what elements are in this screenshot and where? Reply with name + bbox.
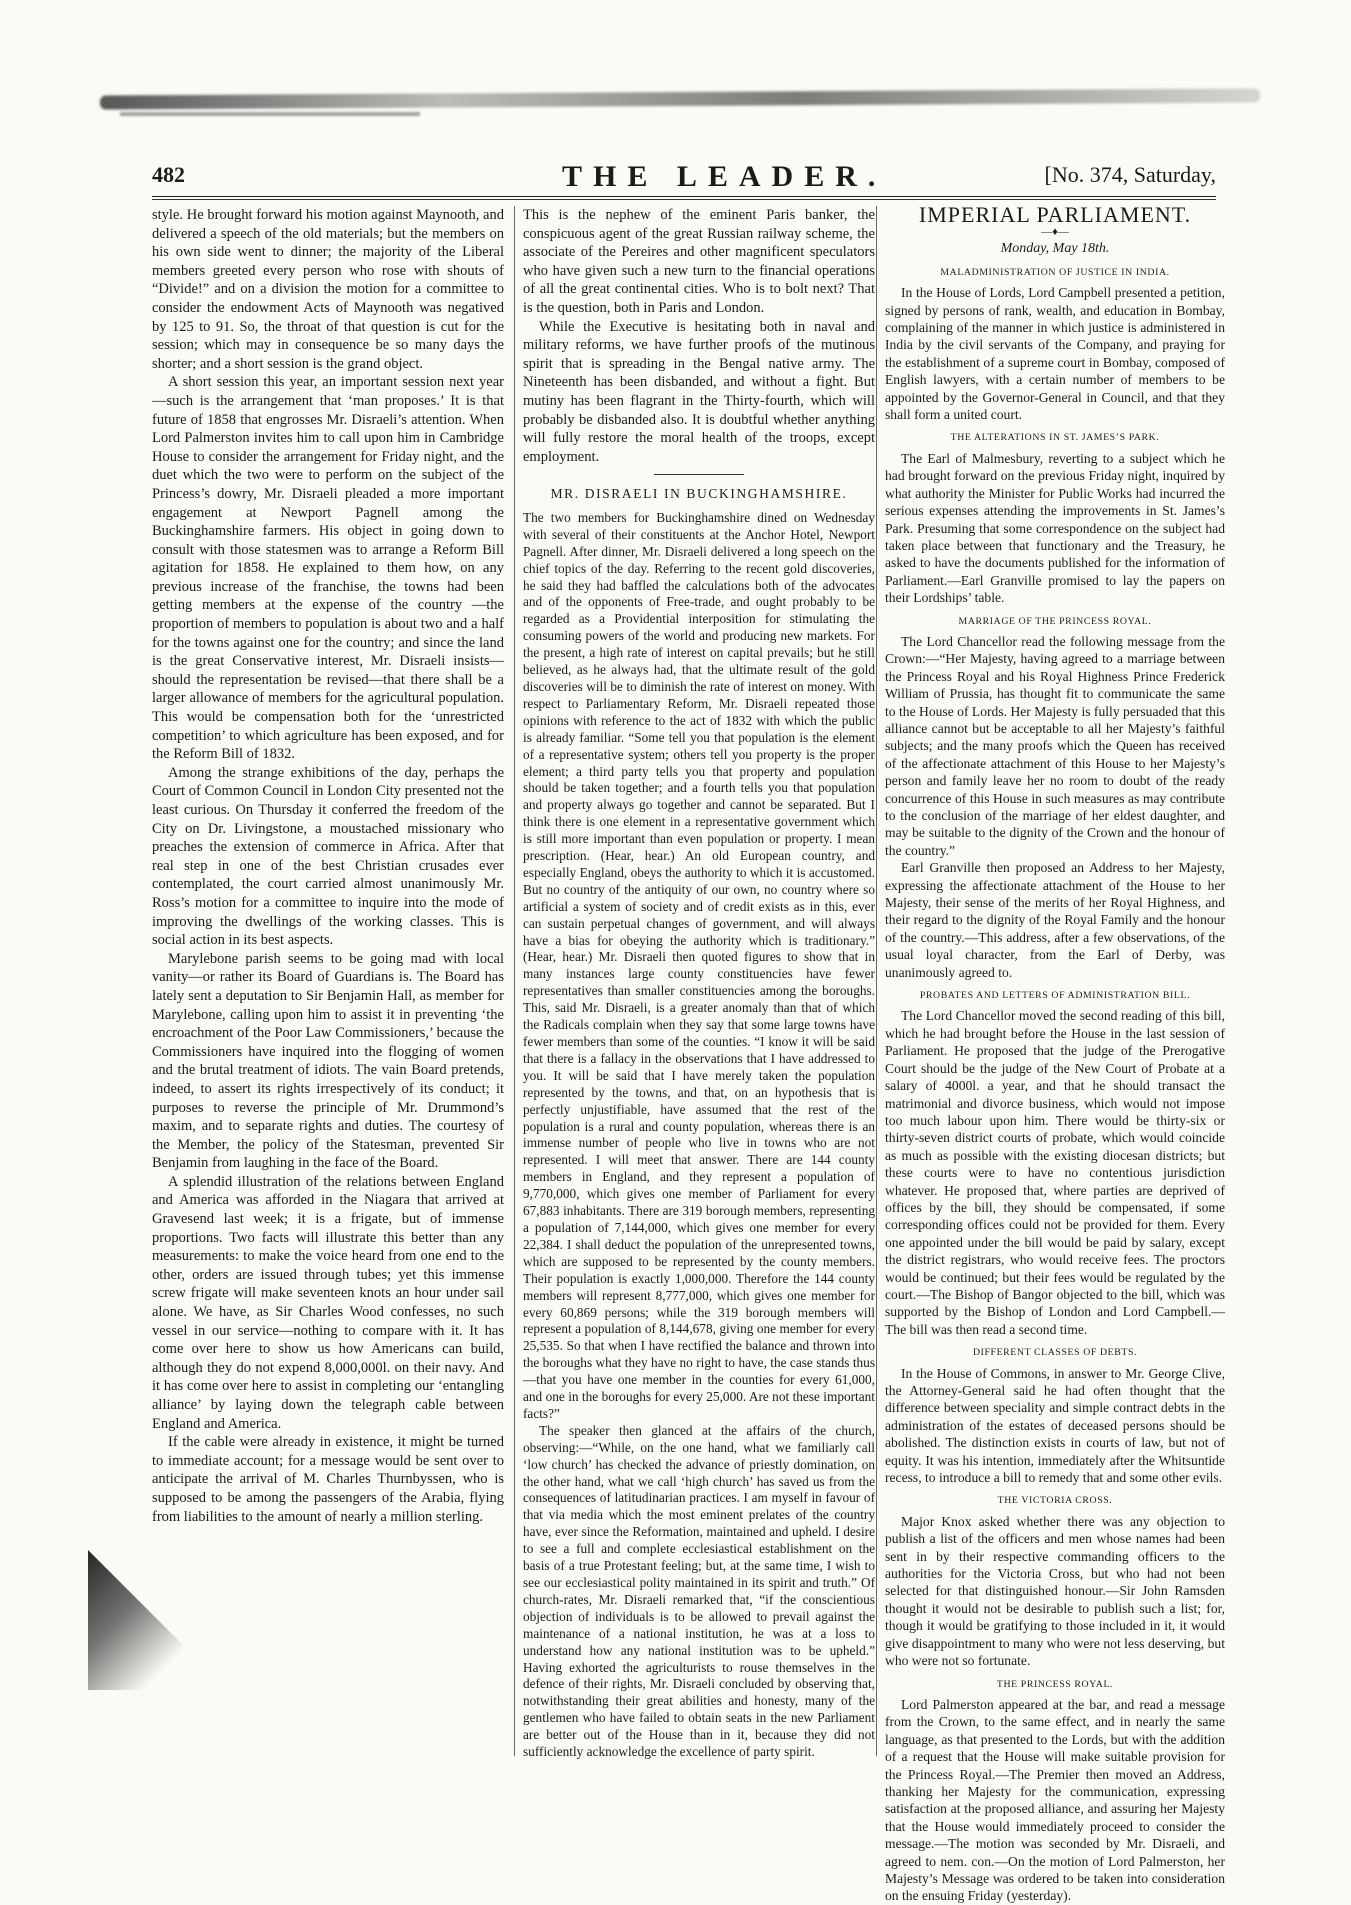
masthead: THE LEADER. [562,160,887,193]
paragraph: While the Executive is hesitating both in naval and military reforms, we have further proofs of the mutinous spirit that is spreading in the Bengal native army. The Nineteenth has been disbanded, and without a fight. But mutiny has been flagrant in the Thirty-fourth, which will probably be disbanded also. It is doubtful whether anything will fully restore the moral health of the troops, except employment. [523,318,875,465]
column-1 [152,206,504,1526]
paragraph: Major Knox asked whether there was any objection to publish a list of the officers and men whose names had been sent in by their respective commanding officers to the authorities for the Victoria Cross, but who had not been selected for that distinguished honour.—Sir John Ramsden thought it would not be desirable to publish such a list; for, though it would be gratifying to those included in it, it would give disappointment to many who were not less deserving, but who were not so fortunate. [885,1513,1225,1669]
column-2 [514,206,875,1760]
paragraph: Lord Palmerston appeared at the bar, and read a message from the Crown, to the same effect, and in nearly the same language, as that presented to the Lords, but with the addition of a request that the House will make suitable provision for the Princess Royal.—The Premier then moved an Address, thanking her Majesty for the communication, expressing satisfaction at the proposed alliance, and assuring her Majesty that the House would immediately proceed to consider the message.—The motion was seconded by Mr. Disraeli, and agreed to nem. con.—On the motion of Lord Palmerston, her Majesty’s Message was ordered to be taken into consideration on the ensuing Friday (yesterday). [885,1696,1225,1904]
paragraph: A short session this year, an important session next year—such is the arrangement that ‘man proposes.’ It is that future of 1858 that engrosses Mr. Disraeli’s attention. When Lord Palmerston invites him to call upon him in Cambridge House to consider the arrangement for Friday night, and the duet which the two were to perform on the subject of the Princess’s dowry, Mr. Disraeli pleaded a more important engagement at Newport Pagnell among the Buckinghamshire farmers. His object in going down to consult with those statesmen was to arrange a Reform Bill agitation for 1858. He explained to them how, on any previous increase of the franchise, the towns had been getting members at the expense of the country —the proportion of members to population is about two and a half for the towns against one for the country; and since the land is the great Conservative interest, Mr. Disraeli insists—should the representation be revised—that there shall be a larger allowance of members for the agricultural population. This would be compensation both for the ‘unrestricted competition’ to which agriculture has been exposed, and for the Reform Bill of 1832. [152,374,504,763]
divider [654,474,744,475]
subhead: MALADMINISTRATION OF JUSTICE IN INDIA. [940,266,1170,278]
ornament: —♦— [1041,226,1069,239]
paragraph: The Earl of Malmesbury, reverting to a subject which he had brought forward on the previous Friday night, inquired by what authority the Minister for Public Works had incurred the serious expenses attending the improvements in St. James’s Park. Presuming that some correspondence on the subject had taken place between that functionary and the Treasury, he asked to have the documents published for the information of Parliament.—Earl Granville promised to lay the papers on their Lordships’ table. [885,450,1225,606]
paragraph: The Lord Chancellor read the following message from the Crown:—“Her Majesty, having agreed to a marriage between the Princess Royal and his Royal Highness Prince Frederick William of Prussia, has thought fit to communicate the same to the House of Lords. Her Majesty is fully persuaded that this alliance cannot but be acceptable to all her Majesty’s faithful subjects; and the many proofs which the Queen has received of the affectionate attachment of this House to her Majesty’s person and family leave her no room to doubt of the ready concurrence of this House in such measures as may contribute to the conclusion of the marriage of her eldest daughter, and may be suitable to the dignity of the Crown and the honour of the country.” [885,633,1225,858]
paragraph: The two members for Buckinghamshire dined on Wednesday with several of their constituents at the Anchor Hotel, Newport Pagnell. After dinner, Mr. Disraeli delivered a long speech on the chief topics of the day. Referring to the recent gold discoveries, he said they had baffled the calculations both of the advocates and of the opponents of Free-trade, and ought probably to be regarded as a Providential interposition for stimulating the consuming powers of the world and producing new markets. For the present, a high rate of interest on capital prevails; but he still believed, as he always had, that the ultimate result of the gold discoveries will be to diminish the rate of interest on money. With respect to Parliamentary Reform, Mr. Disraeli repeated those opinions with reference to the act of 1832 with which the public is already familiar. “Some tell you that population is the element of a representative system; others tell you property is the proper element; a third party tells you that property and population should be taken together; and a fourth tells you that population and property always go together and cannot be separated. But I think there is one element in a representative government which is still more important than even population or property. I mean prescription. (Hear, hear.) An old European country, and especially England, obeys the authority to which it is accustomed. But no country of the antiquity of our own, no country where so artificial a system of society and of credit exists as in this, ever can sustain perpetual changes of government, and will always have a bias for obeying the authority which is traditionary.” (Hear, hear.) Mr. Disraeli then quoted figures to show that in many instances large county constituencies have fewer representatives than smaller constituencies among the boroughs. This, said Mr. Disraeli, is a greater anomaly than that of which the Radicals complain when they say that some large towns have fewer members than some of the counties. “I know it will be said that there is a fallacy in the observations that I have addressed to you. It will be said that I have merely taken the population represented by the towns, and that, on an hypothesis that is perfectly unjustifiable, have assumed that the rest of the population is a rural and county population, whereas there is an immense number of people who live in towns who are not represented. I will meet that answer. There are 144 county members in England, and they represent a population of 9,770,000, which gives one member of Parliament for every 67,883 inhabitants. There are 319 borough members, representing a population of 7,144,000, which gives one member for every 22,384. I shall deduct the population of the unrepresented towns, which are supposed to be represented by the county members. Their population is exactly 1,000,000. Therefore the 144 county members will represent 8,777,000, which gives one member for every 60,869 persons; while the 319 borough members will represent a population of 8,144,678, giving one member for every 25,535. So that when I have rectified the balance and thrown into the boroughs what they have no right to have, the case stands thus—that you have one member in the counties for every 61,000, and one in the boroughs for every 25,000. Are not these important facts?” [523,509,875,1421]
page-number: 482 [152,162,185,187]
paragraph: Earl Granville then proposed an Address to her Majesty, expressing the affectionate attachment of the House to her Majesty, their sense of the merits of her Royal Highness, and their regard to the dignity of the Royal Family and the honour of the country.—This address, after a few observations, of the usual loyal character, from the Earl of Derby, was unanimously agreed to. [885,860,1225,980]
scan-smudge-2 [120,112,420,116]
scan-corner-shadow [88,1550,228,1690]
paragraph: If the cable were already in existence, it might be turned to immediate account; for a message would be sent over to anticipate the arrival of M. Charles Thurnbyssen, who is supposed to be among the passengers of the Arabia, flying from liabilities to the amount of nearly a million sterling. [152,1434,504,1525]
paragraph: This is the nephew of the eminent Paris banker, the conspicuous agent of the great Russian railway scheme, the associate of the Pereires and other magnificent speculators who have given such a new turn to the financial operations of all the great continental cities. Who is to bolt next? That is the question, both in Paris and London. [523,207,875,316]
scan-smudge [100,88,1260,109]
column-3 [876,202,1225,1904]
subhead: THE PRINCESS ROYAL. [996,1678,1114,1690]
subhead: PROBATES AND LETTERS OF ADMINISTRATION BILL. [919,990,1191,1002]
subhead: THE VICTORIA CROSS. [997,1495,1113,1507]
page-header [152,160,1216,197]
section-title: IMPERIAL PARLIAMENT. [918,202,1192,227]
subhead: MARRIAGE OF THE PRINCESS ROYAL. [958,615,1152,627]
paragraph: In the House of Commons, in answer to Mr. George Clive, the Attorney-General said he had often thought that the difference between speciality and simple contract debts in the administration of the estates of deceased persons should be abolished. The distinction exists in courts of law, but not of equity. It was his intention, immediately after the Whitsuntide recess, to introduce a bill to remedy that and some other evils. [885,1365,1225,1486]
issue-number: [No. 374, Saturday, [1044,162,1216,187]
paragraph: style. He brought forward his motion against Maynooth, and delivered a speech of the old materials; but the members on his own side went to dinner; the majority of the Liberal members greeted every person who rose with shouts of “Divide!” and on a division the motion for a committee to consider the endowment Acts of Maynooth was negatived by 125 to 91. So, the throat of that question is cut for the session; which may in consequence be so many days the shorter; and a short session is the grand object. [152,207,504,372]
paragraph: The Lord Chancellor moved the second reading of this bill, which he had brought before the House in the last session of Parliament. He proposed that the judge of the Prerogative Court should be the judge of the New Court of Probate at a salary of 4000l. a year, and that he should transact the matrimonial and divorce business, which would not impose too much labour upon him. There would be thirty-six or thirty-seven district courts of probate, which would coincide as much as possible with the existing diocesan districts; but these courts were to have no contentious jurisdiction whatever. He proposed that, where parties are deprived of offices by the bill, they should be compensated, if some corresponding offices could not be provided for them. Every one appointed under the bill would be paid by salary, except the district registrars, who would receive fees. The proctors would be continued; but their fees would be regulated by the court.—The Bishop of Bangor objected to the bill, which was supported by the Bishop of London and Lord Campbell.—The bill was then read a second time. [885,1008,1225,1337]
dateline: Monday, May 18th. [1000,241,1110,257]
paragraph: A splendid illustration of the relations between England and America was afforded in the Niagara that arrived at Gravesend last week; it is a frigate, but of immense proportions. Two facts will illustrate this better than any measurements: to make the voice heard from one end to the other, orders are issued through tubes; yet this immense screw frigate will make seventeen knots an hour under sail alone. We have, as Sir Charles Wood confesses, no such vessel in our service—nothing to compare with it. It has come over here to show us how Americans can build, although they do not expend 8,000,000l. on their navy. And it has come over here to assist in completing our ‘entangling alliance’ by laying down the telegraph cable between England and America. [152,1173,504,1432]
subhead: THE ALTERATIONS IN ST. JAMES’S PARK. [950,432,1160,444]
paragraph: Among the strange exhibitions of the day, perhaps the Court of Common Council in London City presented not the least curious. On Thursday it conferred the freedom of the City on Dr. Livingstone, a moustached missionary who preaches the extension of commerce in Africa. After that real step in one of the best Christian crusades ever contemplated, the court carried almost unanimously Mr. Ross’s motion for a committee to inquire into the mode of improving the dwellings of the working classes. This is social action in its best aspects. [152,764,504,949]
paragraph: The speaker then glanced at the affairs of the church, observing:—“While, on the one hand, what we familiarly call ‘low church’ has checked the advance of priestly domination, on the other hand, what we call ‘high church’ has saved us from the consequences of latitudinarian practices. I am myself in favour of that via media which the most eminent prelates of the country have, ever since the Reformation, maintained and upheld. I desire to see a full and complete ecclesiastical establishment on the basis of a true Protestant feeling; but, at the same time, I wish to see our ecclesiastical polity maintained in its spirit and truth.” Of church-rates, Mr. Disraeli remarked that, “if the conscientious objection of individuals is to be allowed to prevail against the maintenance of a national institution, he was at a loss to understand how any national institution was to be upheld.” Having exhorted the agriculturists to rouse themselves in the defence of their rights, Mr. Disraeli concluded by observing that, notwithstanding their great abilities and honesty, many of the gentlemen who have failed to obtain seats in the new Parliament are better out of the House than in it, because they did not sufficiently acknowledge the excellence of party spirit. [523,1422,875,1760]
paragraph: Marylebone parish seems to be going mad with local vanity—or rather its Board of Guardians is. The Board has lately sent a deputation to Sir Benjamin Hall, as member for Marylebone, calling upon him to assist it in preventing ‘the encroachment of the Poor Law Commissioners,’ because the Commissioners have inquired into the flogging of women and the brutal treatment of idiots. The vain Board pretends, indeed, to assert its rights irrespectively of its conduct; it purposes to reverse the principle of Mr. Drummond’s maxim, and to separate rights and duties. The courtesy of the Member, the policy of the Statesman, prevented Sir Benjamin from laughing in the face of the Board. [152,950,504,1172]
article-headline: MR. DISRAELI IN BUCKINGHAMSHIRE. [550,486,848,502]
subhead: DIFFERENT CLASSES OF DEBTS. [972,1347,1138,1359]
header-rule [152,199,1216,200]
paragraph: In the House of Lords, Lord Campbell presented a petition, signed by persons of rank, wealth, and education in Bombay, complaining of the manner in which justice is administered in India by the civil servants of the Company, and praying for the establishment of a supreme court in Bombay, composed of English lawyers, with a certain number of members to be appointed by the Governor-General in Council, and that they shall form a united court. [885,285,1225,423]
